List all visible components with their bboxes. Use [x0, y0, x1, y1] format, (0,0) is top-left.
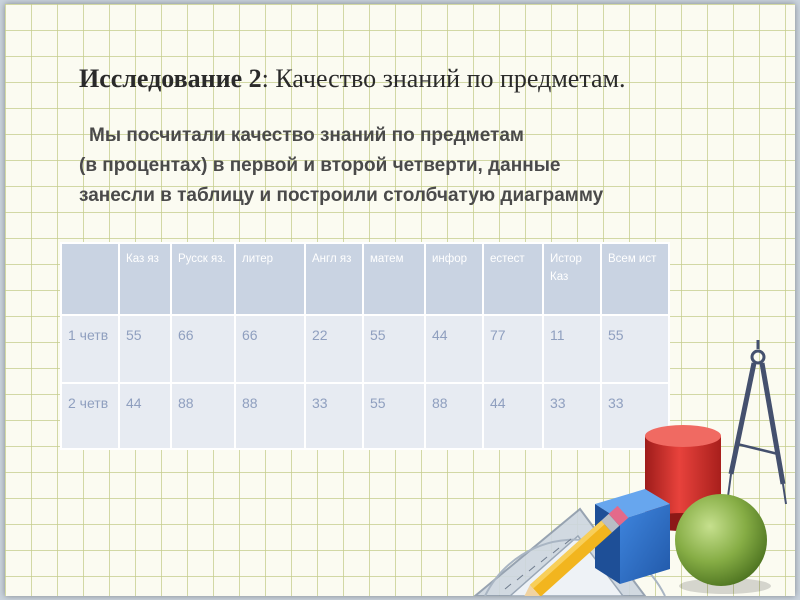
table-cell: 55 [363, 383, 425, 449]
table-cell: 33 [543, 383, 601, 449]
table-cell: 55 [119, 315, 171, 383]
paragraph-line-1: Мы посчитали качество знаний по предметам [89, 125, 524, 146]
table-cell: 88 [425, 383, 483, 449]
header-cell: Англ яз [305, 243, 363, 315]
table-cell: 11 [543, 315, 601, 383]
table-cell: 88 [171, 383, 235, 449]
header-cell: литер [235, 243, 305, 315]
header-cell: Истор Каз [543, 243, 601, 315]
table-cell: 22 [305, 315, 363, 383]
school-supplies-illustration [5, 4, 795, 596]
table-cell: 44 [483, 383, 543, 449]
table-cell: 66 [235, 315, 305, 383]
table-cell: 55 [363, 315, 425, 383]
row-label-cell: 2 четв [61, 383, 119, 449]
title-bold-part: Исследование 2 [79, 64, 262, 93]
table-cell: 33 [305, 383, 363, 449]
header-cell: инфор [425, 243, 483, 315]
table-cell: 44 [425, 315, 483, 383]
sphere-icon [675, 494, 771, 594]
slide [5, 4, 795, 596]
table-cell: 77 [483, 315, 543, 383]
table-cell: 88 [235, 383, 305, 449]
paragraph-line-3: занесли в таблицу и построили столбчатую диаграмму [79, 185, 604, 206]
table-cell: 66 [171, 315, 235, 383]
paragraph-line-2: (в процентах) в первой и второй четверти, данные [79, 155, 561, 176]
row-label-cell: 1 четв [61, 315, 119, 383]
table-cell: 44 [119, 383, 171, 449]
header-cell: Всем ист [601, 243, 669, 315]
title-rest-part: : Качество знаний по предметам. [261, 64, 626, 93]
table-cell: 55 [601, 315, 669, 383]
table-cell: 33 [601, 383, 669, 449]
header-cell: матем [363, 243, 425, 315]
header-cell: Русск яз. [171, 243, 235, 315]
header-cell: Каз яз [119, 243, 171, 315]
compass-icon [727, 340, 786, 504]
header-cell: естест [483, 243, 543, 315]
